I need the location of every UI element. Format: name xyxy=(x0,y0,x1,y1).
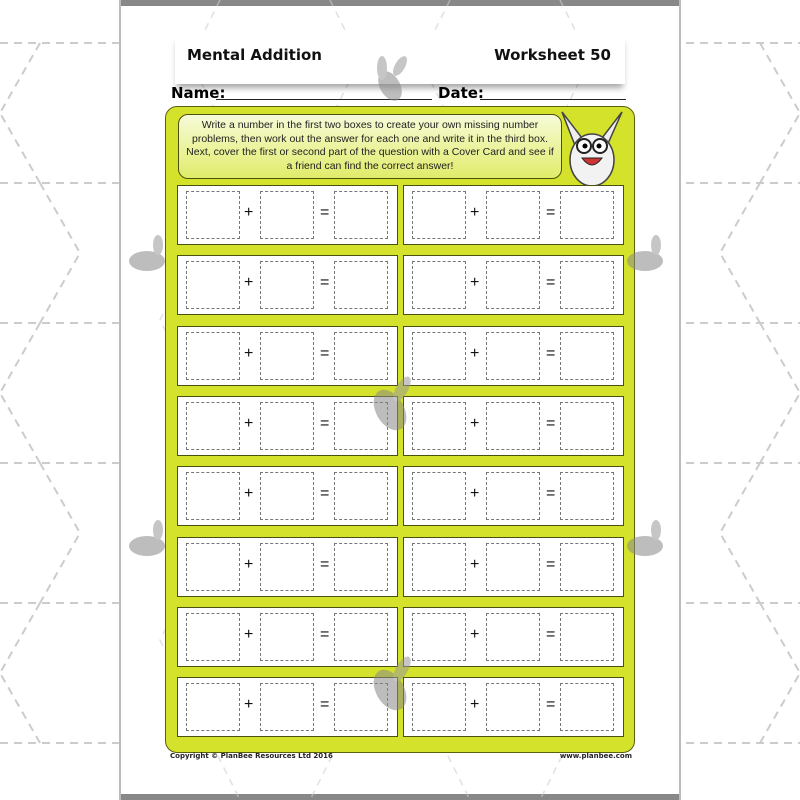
problem-row xyxy=(177,537,398,597)
equals-sign: = xyxy=(546,274,556,292)
second-number-box[interactable] xyxy=(260,191,314,239)
plus-sign: + xyxy=(244,485,254,503)
copyright-text: Copyright © PlanBee Resources Ltd 2016 xyxy=(170,752,333,760)
problem-row xyxy=(403,396,624,456)
plus-sign: + xyxy=(470,344,480,362)
problem-row xyxy=(403,677,624,737)
answer-box[interactable] xyxy=(560,613,614,661)
equals-sign: = xyxy=(546,204,556,221)
website-text: www.planbee.com xyxy=(559,752,632,760)
first-number-box[interactable] xyxy=(186,683,240,731)
first-number-box[interactable] xyxy=(186,261,240,309)
second-number-box[interactable] xyxy=(486,402,540,450)
bee-watermark-icon xyxy=(122,520,172,565)
answer-box[interactable] xyxy=(560,543,614,591)
equals-sign: = xyxy=(320,414,330,432)
date-field[interactable] xyxy=(480,99,626,100)
problem-row xyxy=(403,466,624,526)
bee-watermark-icon xyxy=(360,655,420,715)
plus-sign: + xyxy=(470,625,480,643)
answer-box[interactable] xyxy=(334,543,388,591)
second-number-box[interactable] xyxy=(260,261,314,309)
plus-sign: + xyxy=(244,696,254,714)
plus-sign: + xyxy=(244,625,254,643)
problem-row xyxy=(403,326,624,386)
answer-box[interactable] xyxy=(560,683,614,731)
equals-sign: = xyxy=(546,696,556,714)
second-number-box[interactable] xyxy=(260,472,314,520)
plus-sign: + xyxy=(244,274,254,292)
answer-box[interactable] xyxy=(560,472,614,520)
worksheet-number: Worksheet 50 xyxy=(494,46,611,64)
answer-box[interactable] xyxy=(334,261,388,309)
equals-sign: = xyxy=(320,485,330,503)
answer-box[interactable] xyxy=(560,261,614,309)
equals-sign: = xyxy=(320,204,330,221)
equals-sign: = xyxy=(546,414,556,432)
equals-sign: = xyxy=(320,555,330,573)
first-number-box[interactable] xyxy=(186,332,240,380)
bee-watermark-icon xyxy=(360,375,420,435)
plus-sign: + xyxy=(244,344,254,362)
first-number-box[interactable] xyxy=(186,191,240,239)
first-number-box[interactable] xyxy=(412,543,466,591)
second-number-box[interactable] xyxy=(260,613,314,661)
name-label: Name: xyxy=(171,84,226,102)
rabbit-mascot-icon xyxy=(556,108,628,190)
first-number-box[interactable] xyxy=(412,683,466,731)
answer-box[interactable] xyxy=(334,332,388,380)
bee-watermark-icon xyxy=(362,52,418,108)
second-number-box[interactable] xyxy=(486,613,540,661)
plus-sign: + xyxy=(244,204,254,221)
second-number-box[interactable] xyxy=(486,472,540,520)
second-number-box[interactable] xyxy=(486,543,540,591)
second-number-box[interactable] xyxy=(486,332,540,380)
equals-sign: = xyxy=(546,344,556,362)
plus-sign: + xyxy=(470,485,480,503)
first-number-box[interactable] xyxy=(186,613,240,661)
problem-row xyxy=(177,185,398,245)
date-label: Date: xyxy=(438,84,484,102)
bee-watermark-icon xyxy=(620,235,670,280)
plus-sign: + xyxy=(244,555,254,573)
first-number-box[interactable] xyxy=(412,472,466,520)
answer-box[interactable] xyxy=(334,613,388,661)
equals-sign: = xyxy=(546,485,556,503)
equals-sign: = xyxy=(320,625,330,643)
second-number-box[interactable] xyxy=(486,191,540,239)
problem-row xyxy=(403,607,624,667)
equals-sign: = xyxy=(320,696,330,714)
plus-sign: + xyxy=(470,274,480,292)
second-number-box[interactable] xyxy=(260,543,314,591)
problem-row xyxy=(403,537,624,597)
plus-sign: + xyxy=(470,696,480,714)
first-number-box[interactable] xyxy=(412,613,466,661)
second-number-box[interactable] xyxy=(260,332,314,380)
answer-box[interactable] xyxy=(560,332,614,380)
answer-box[interactable] xyxy=(334,191,388,239)
second-number-box[interactable] xyxy=(486,683,540,731)
equals-sign: = xyxy=(320,274,330,292)
first-number-box[interactable] xyxy=(412,191,466,239)
problem-row xyxy=(403,255,624,315)
problem-row xyxy=(177,466,398,526)
second-number-box[interactable] xyxy=(260,402,314,450)
first-number-box[interactable] xyxy=(412,261,466,309)
equals-sign: = xyxy=(546,625,556,643)
equals-sign: = xyxy=(320,344,330,362)
first-number-box[interactable] xyxy=(186,472,240,520)
second-number-box[interactable] xyxy=(260,683,314,731)
problem-row xyxy=(177,255,398,315)
second-number-box[interactable] xyxy=(486,261,540,309)
bee-watermark-icon xyxy=(620,520,670,565)
first-number-box[interactable] xyxy=(186,543,240,591)
worksheet-title: Mental Addition xyxy=(187,46,322,64)
answer-box[interactable] xyxy=(560,191,614,239)
plus-sign: + xyxy=(470,204,480,221)
first-number-box[interactable] xyxy=(412,402,466,450)
problem-row xyxy=(403,185,624,245)
equals-sign: = xyxy=(546,555,556,573)
bee-watermark-icon xyxy=(122,235,172,280)
plus-sign: + xyxy=(244,414,254,432)
instructions-box: Write a number in the first two boxes to create your own missing number problems, then work out the answer for each one and write it in the third box. Next, cover the first or second part of the question with a Cover Card and see if a friend can find the correct answer! xyxy=(178,114,562,179)
answer-box[interactable] xyxy=(334,472,388,520)
first-number-box[interactable] xyxy=(186,402,240,450)
first-number-box[interactable] xyxy=(412,332,466,380)
answer-box[interactable] xyxy=(560,402,614,450)
plus-sign: + xyxy=(470,555,480,573)
plus-sign: + xyxy=(470,414,480,432)
